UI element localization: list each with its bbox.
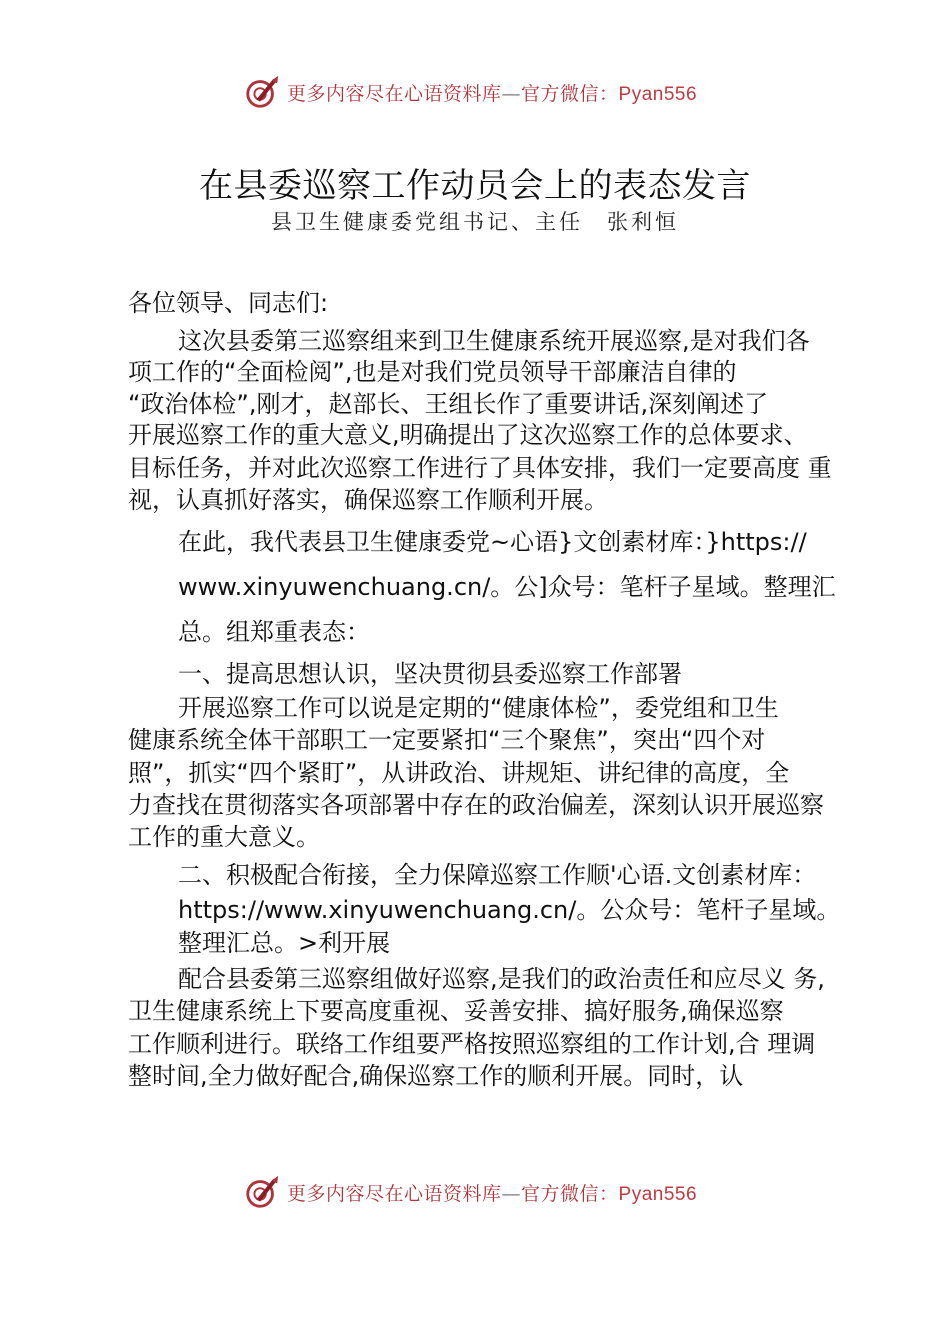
- watermark-wechat-id: Pyan556: [618, 1183, 698, 1205]
- document-title: 在县委巡察工作动员会上的表态发言: [199, 166, 751, 206]
- body-line: 照”，抓实“四个紧盯”，从讲政治、讲规矩、讲纪律的高度，全: [128, 759, 790, 787]
- watermark-wechat-label: 官方微信：: [521, 1182, 619, 1205]
- body-line: 配合县委第三巡察组做好巡察,是我们的政治责任和应尽义 务,: [178, 965, 825, 993]
- body-line: 工作的重大意义。: [128, 823, 320, 851]
- body-line: 各位领导、同志们:: [128, 289, 329, 317]
- watermark-dash: —: [501, 1182, 522, 1205]
- watermark-wechat-label: 官方微信：: [521, 82, 619, 105]
- quill-logo-icon: [243, 1173, 281, 1211]
- body-line: 开展巡察工作可以说是定期的“健康体检”，委党组和卫生: [178, 694, 779, 722]
- body-line: www.xinyuwenchuang.cn/。公]众号：笔杆子星域。整理汇: [178, 573, 836, 601]
- body-line: 视，认真抓好落实，确保巡察工作顺利开展。: [128, 486, 608, 514]
- body-line: 整时间,全力做好配合,确保巡察工作的顺利开展。同时，认: [128, 1062, 744, 1090]
- quill-logo-icon: [243, 73, 281, 111]
- body-line: “政治体检”,刚才，赵部长、王组长作了重要讲话,深刻阐述了: [128, 390, 769, 418]
- body-line: 总。组郑重表态：: [178, 618, 370, 646]
- body-line: 力查找在贯彻落实各项部署中存在的政治偏差，深刻认识开展巡察: [128, 791, 824, 819]
- body-line: 目标任务，并对此次巡察工作进行了具体安排，我们一定要高度 重: [128, 454, 832, 482]
- watermark-text: 更多内容尽在心语资料库: [287, 1182, 502, 1205]
- body-line: 开展巡察工作的重大意义,明确提出了这次巡察工作的总体要求、: [128, 421, 808, 449]
- watermark-dash: —: [501, 82, 522, 105]
- body-line: 工作顺利进行。联络工作组要严格按照巡察组的工作计划,合 理调: [128, 1030, 816, 1058]
- body-line: 健康系统全体干部职工一定要紧扣“三个聚焦”，突出“四个对: [128, 726, 766, 754]
- body-line: 卫生健康系统上下要高度重视、妥善安排、搞好服务,确保巡察: [128, 997, 784, 1025]
- footer-watermark: [0, 1172, 950, 1212]
- header-watermark: [0, 72, 950, 112]
- section-heading-2: 二、积极配合衔接，全力保障巡察工作顺'心语.文创素材库：: [178, 861, 817, 889]
- body-line: 项工作的“全面检阅”,也是对我们党员领导干部廉洁自律的: [128, 358, 737, 386]
- watermark-wechat-id: Pyan556: [618, 83, 698, 105]
- body-line: https://www.xinyuwenchuang.cn/。公众号：笔杆子星域。: [178, 896, 841, 924]
- body-line: 整理汇总。>利开展: [178, 929, 391, 957]
- watermark-text: 更多内容尽在心语资料库: [287, 82, 502, 105]
- document-subtitle: 县卫生健康委党组书记、主任 张利恒: [271, 210, 679, 234]
- body-line: 这次县委第三巡察组来到卫生健康系统开展巡察,是对我们各: [178, 327, 810, 355]
- body-line: 在此，我代表县卫生健康委党~心语}文创素材库：}https://: [178, 528, 807, 556]
- section-heading-1: 一、提高思想认识，坚决贯彻县委巡察工作部署: [178, 660, 682, 688]
